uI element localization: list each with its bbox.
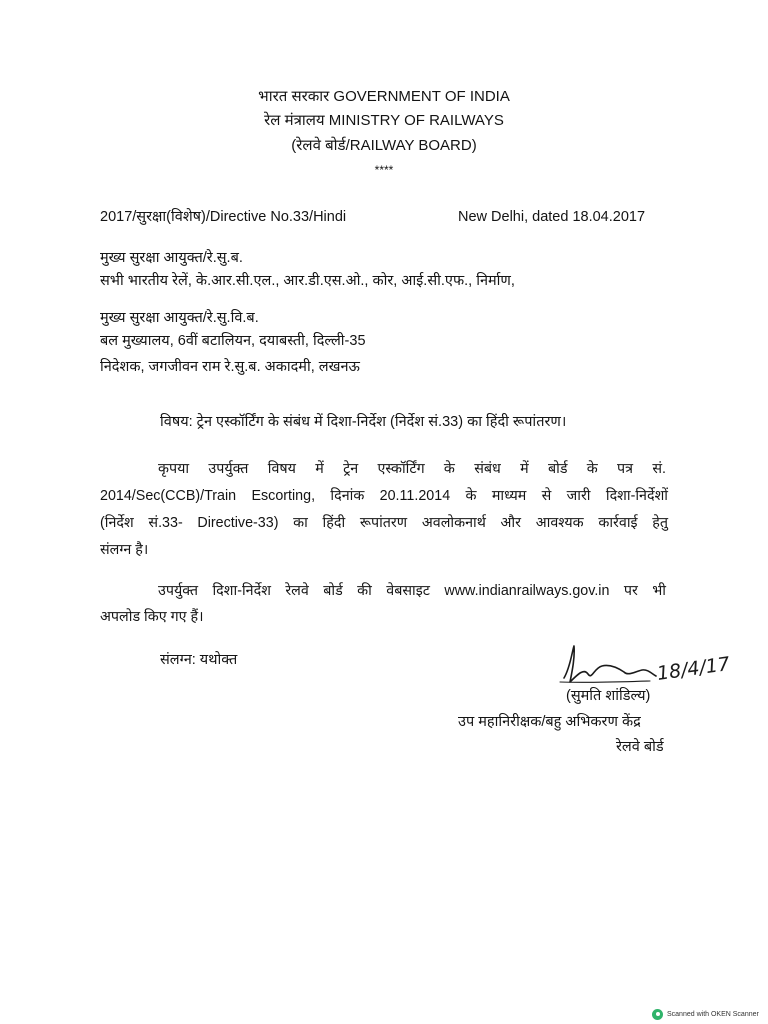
reference-number: 2017/सुरक्षा(विशेष)/Directive No.33/Hindi [100, 209, 347, 225]
paragraph-line: संलग्न है। [100, 542, 149, 558]
paragraph-line: (निर्देश सं.33- Directive-33) का हिंदी रूपांतरण अवलोकनार्थ और आवश्यक कार्रवाई हेतु [100, 515, 668, 531]
letterhead-government: भारत सरकार GOVERNMENT OF INDIA [258, 88, 510, 105]
addressee-line: मुख्य सुरक्षा आयुक्त/रे.सु.ब. [100, 250, 243, 266]
letterhead-ministry: रेल मंत्रालय MINISTRY OF RAILWAYS [264, 112, 504, 129]
signatory-office: रेलवे बोर्ड [616, 739, 664, 755]
addressee-line: निदेशक, जगजीवन राम रे.सु.ब. अकादमी, लखनऊ [100, 359, 360, 375]
paragraph-line: अपलोड किए गए हैं। [100, 609, 204, 625]
subject-line: विषय: ट्रेन एस्कॉर्टिंग के संबंध में दिशा-निर्देश (निर्देश सं.33) का हिंदी रूपांतरण। [160, 414, 567, 430]
signatory-designation: उप महानिरीक्षक/बहु अभिकरण केंद्र [458, 714, 641, 730]
signatory-name: (सुमति शांडिल्य) [566, 688, 651, 704]
scanner-watermark [652, 1007, 759, 1021]
paragraph-line: कृपया उपर्युक्त विषय में ट्रेन एस्कॉर्टिंग के संबंध में बोर्ड के पत्र सं. [158, 461, 666, 477]
enclosure-note: संलग्न: यथोक्त [160, 652, 238, 668]
scanner-logo-icon [652, 1009, 663, 1020]
paragraph-line: उपर्युक्त दिशा-निर्देश रेलवे बोर्ड की वेबसाइट www.indianrailways.gov.in पर भी [158, 583, 666, 599]
letterhead-stars: **** [374, 163, 394, 177]
scanner-watermark-text: Scanned with OKEN Scanner [667, 1010, 759, 1018]
addressee-line: मुख्य सुरक्षा आयुक्त/रे.सु.वि.ब. [100, 310, 259, 326]
addressee-line: बल मुख्यालय, 6वीं बटालियन, दयाबस्ती, दिल्ली-35 [100, 333, 366, 349]
addressee-line: सभी भारतीय रेलें, के.आर.सी.एल., आर.डी.एस.ओ., कोर, आई.सी.एफ., निर्माण, [100, 273, 515, 289]
svg-text:18/4/17: 18/4/17 [655, 652, 732, 685]
letterhead-board: (रेलवे बोर्ड/RAILWAY BOARD) [291, 137, 477, 154]
paragraph-line: 2014/Sec(CCB)/Train Escorting, दिनांक 20.11.2014 के माध्यम से जारी दिशा-निर्देशों [100, 488, 668, 504]
document-date: New Delhi, dated 18.04.2017 [458, 209, 646, 225]
